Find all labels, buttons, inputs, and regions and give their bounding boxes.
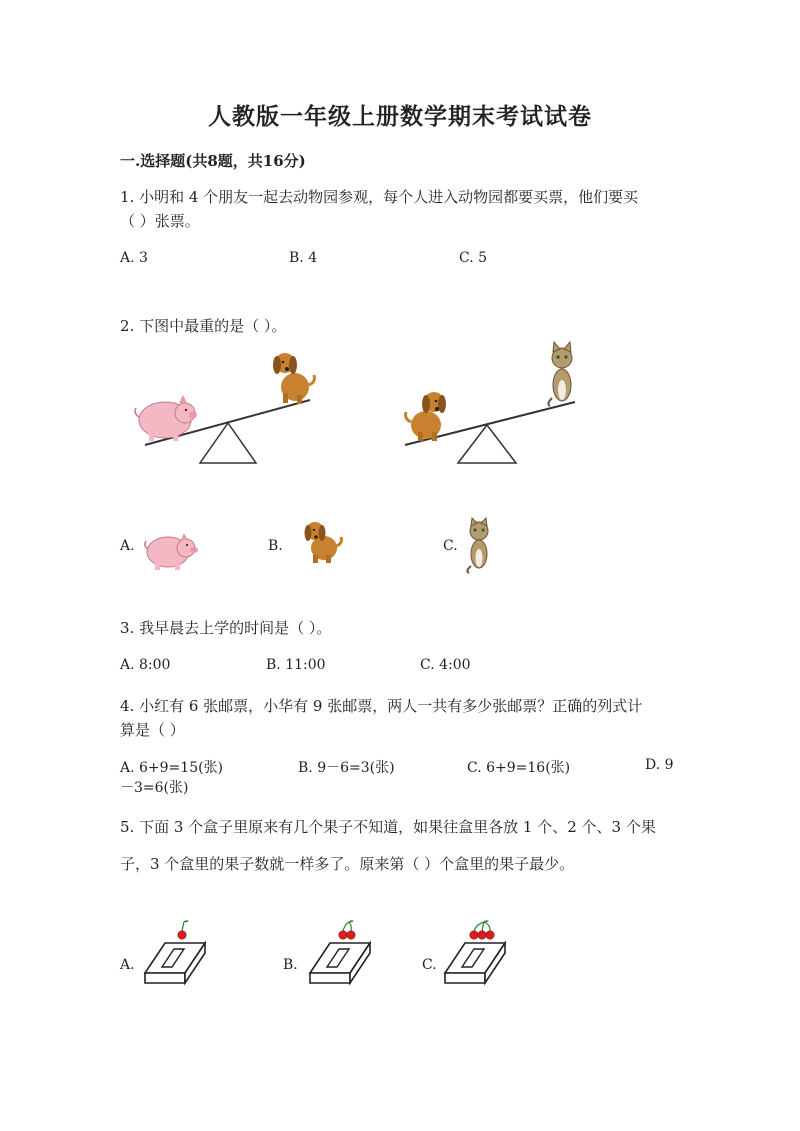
question-3-text: 3. 我早晨去上学的时间是（ ）。	[120, 619, 332, 637]
dog-icon	[406, 392, 446, 441]
q1-option-c[interactable]: C. 5	[459, 250, 488, 266]
q5-option-a[interactable]: A.	[120, 957, 135, 973]
fruit-box-a	[140, 915, 210, 987]
page-title: 人教版一年级上册数学期末考试试卷	[208, 103, 592, 130]
q4-option-d[interactable]: D. 9	[645, 757, 674, 773]
fruit-box-c	[440, 915, 510, 987]
q2-option-b[interactable]: B.	[268, 538, 283, 554]
seesaw-dog-cat-figure	[390, 340, 590, 470]
q4-option-a[interactable]: A. 6+9=15(张)	[120, 760, 224, 776]
dog-icon	[298, 520, 344, 564]
question-5-line-2: 子，3 个盒里的果子数就一样多了。原来第（ ）个盒里的果子最少。	[120, 855, 575, 873]
question-4-line-2: 算是（ ）	[120, 721, 185, 739]
pig-icon	[143, 527, 203, 573]
seesaw-pig-dog-figure	[125, 345, 335, 470]
q2-option-a[interactable]: A.	[120, 538, 135, 554]
q5-option-c[interactable]: C.	[422, 957, 437, 973]
q3-option-b[interactable]: B. 11:00	[266, 657, 326, 673]
q5-option-b[interactable]: B.	[283, 957, 298, 973]
q3-option-a[interactable]: A. 8:00	[120, 657, 171, 673]
q2-option-c[interactable]: C.	[443, 538, 458, 554]
question-4-line-1: 4. 小红有 6 张邮票，小华有 9 张邮票，两人一共有多少张邮票？正确的列式计	[120, 697, 643, 715]
cat-icon	[463, 518, 495, 574]
cherry-icon	[339, 931, 347, 939]
cherry-icon	[486, 931, 494, 939]
q4-option-b[interactable]: B. 9－6=3(张)	[298, 760, 395, 776]
question-1-line-2: （ ）张票。	[120, 212, 200, 230]
cherry-icon	[347, 931, 355, 939]
q4-option-d-continued: －3=6(张)	[120, 780, 189, 796]
cherry-icon	[178, 931, 186, 939]
cat-icon	[548, 342, 572, 406]
q1-option-b[interactable]: B. 4	[289, 250, 318, 266]
cherry-icon	[470, 931, 478, 939]
cherry-group	[470, 920, 494, 939]
section-heading: 一.选择题(共8题，共16分)	[120, 152, 306, 170]
q3-option-c[interactable]: C. 4:00	[420, 657, 471, 673]
cherry-icon	[478, 931, 486, 939]
question-1-line-1: 1. 小明和 4 个朋友一起去动物园参观，每个人进入动物园都要买票，他们要买	[120, 188, 639, 206]
question-2-text: 2. 下图中最重的是（ ）。	[120, 317, 287, 335]
question-5-line-1: 5. 下面 3 个盒子里原来有几个果子不知道，如果往盒里各放 1 个、2 个、3 个果	[120, 818, 656, 836]
cherry-group	[178, 920, 189, 939]
dog-icon	[273, 353, 314, 404]
fruit-box-b	[305, 915, 375, 987]
q1-option-a[interactable]: A. 3	[120, 250, 148, 266]
q4-option-c[interactable]: C. 6+9=16(张)	[467, 760, 571, 776]
cherry-group	[339, 920, 355, 939]
